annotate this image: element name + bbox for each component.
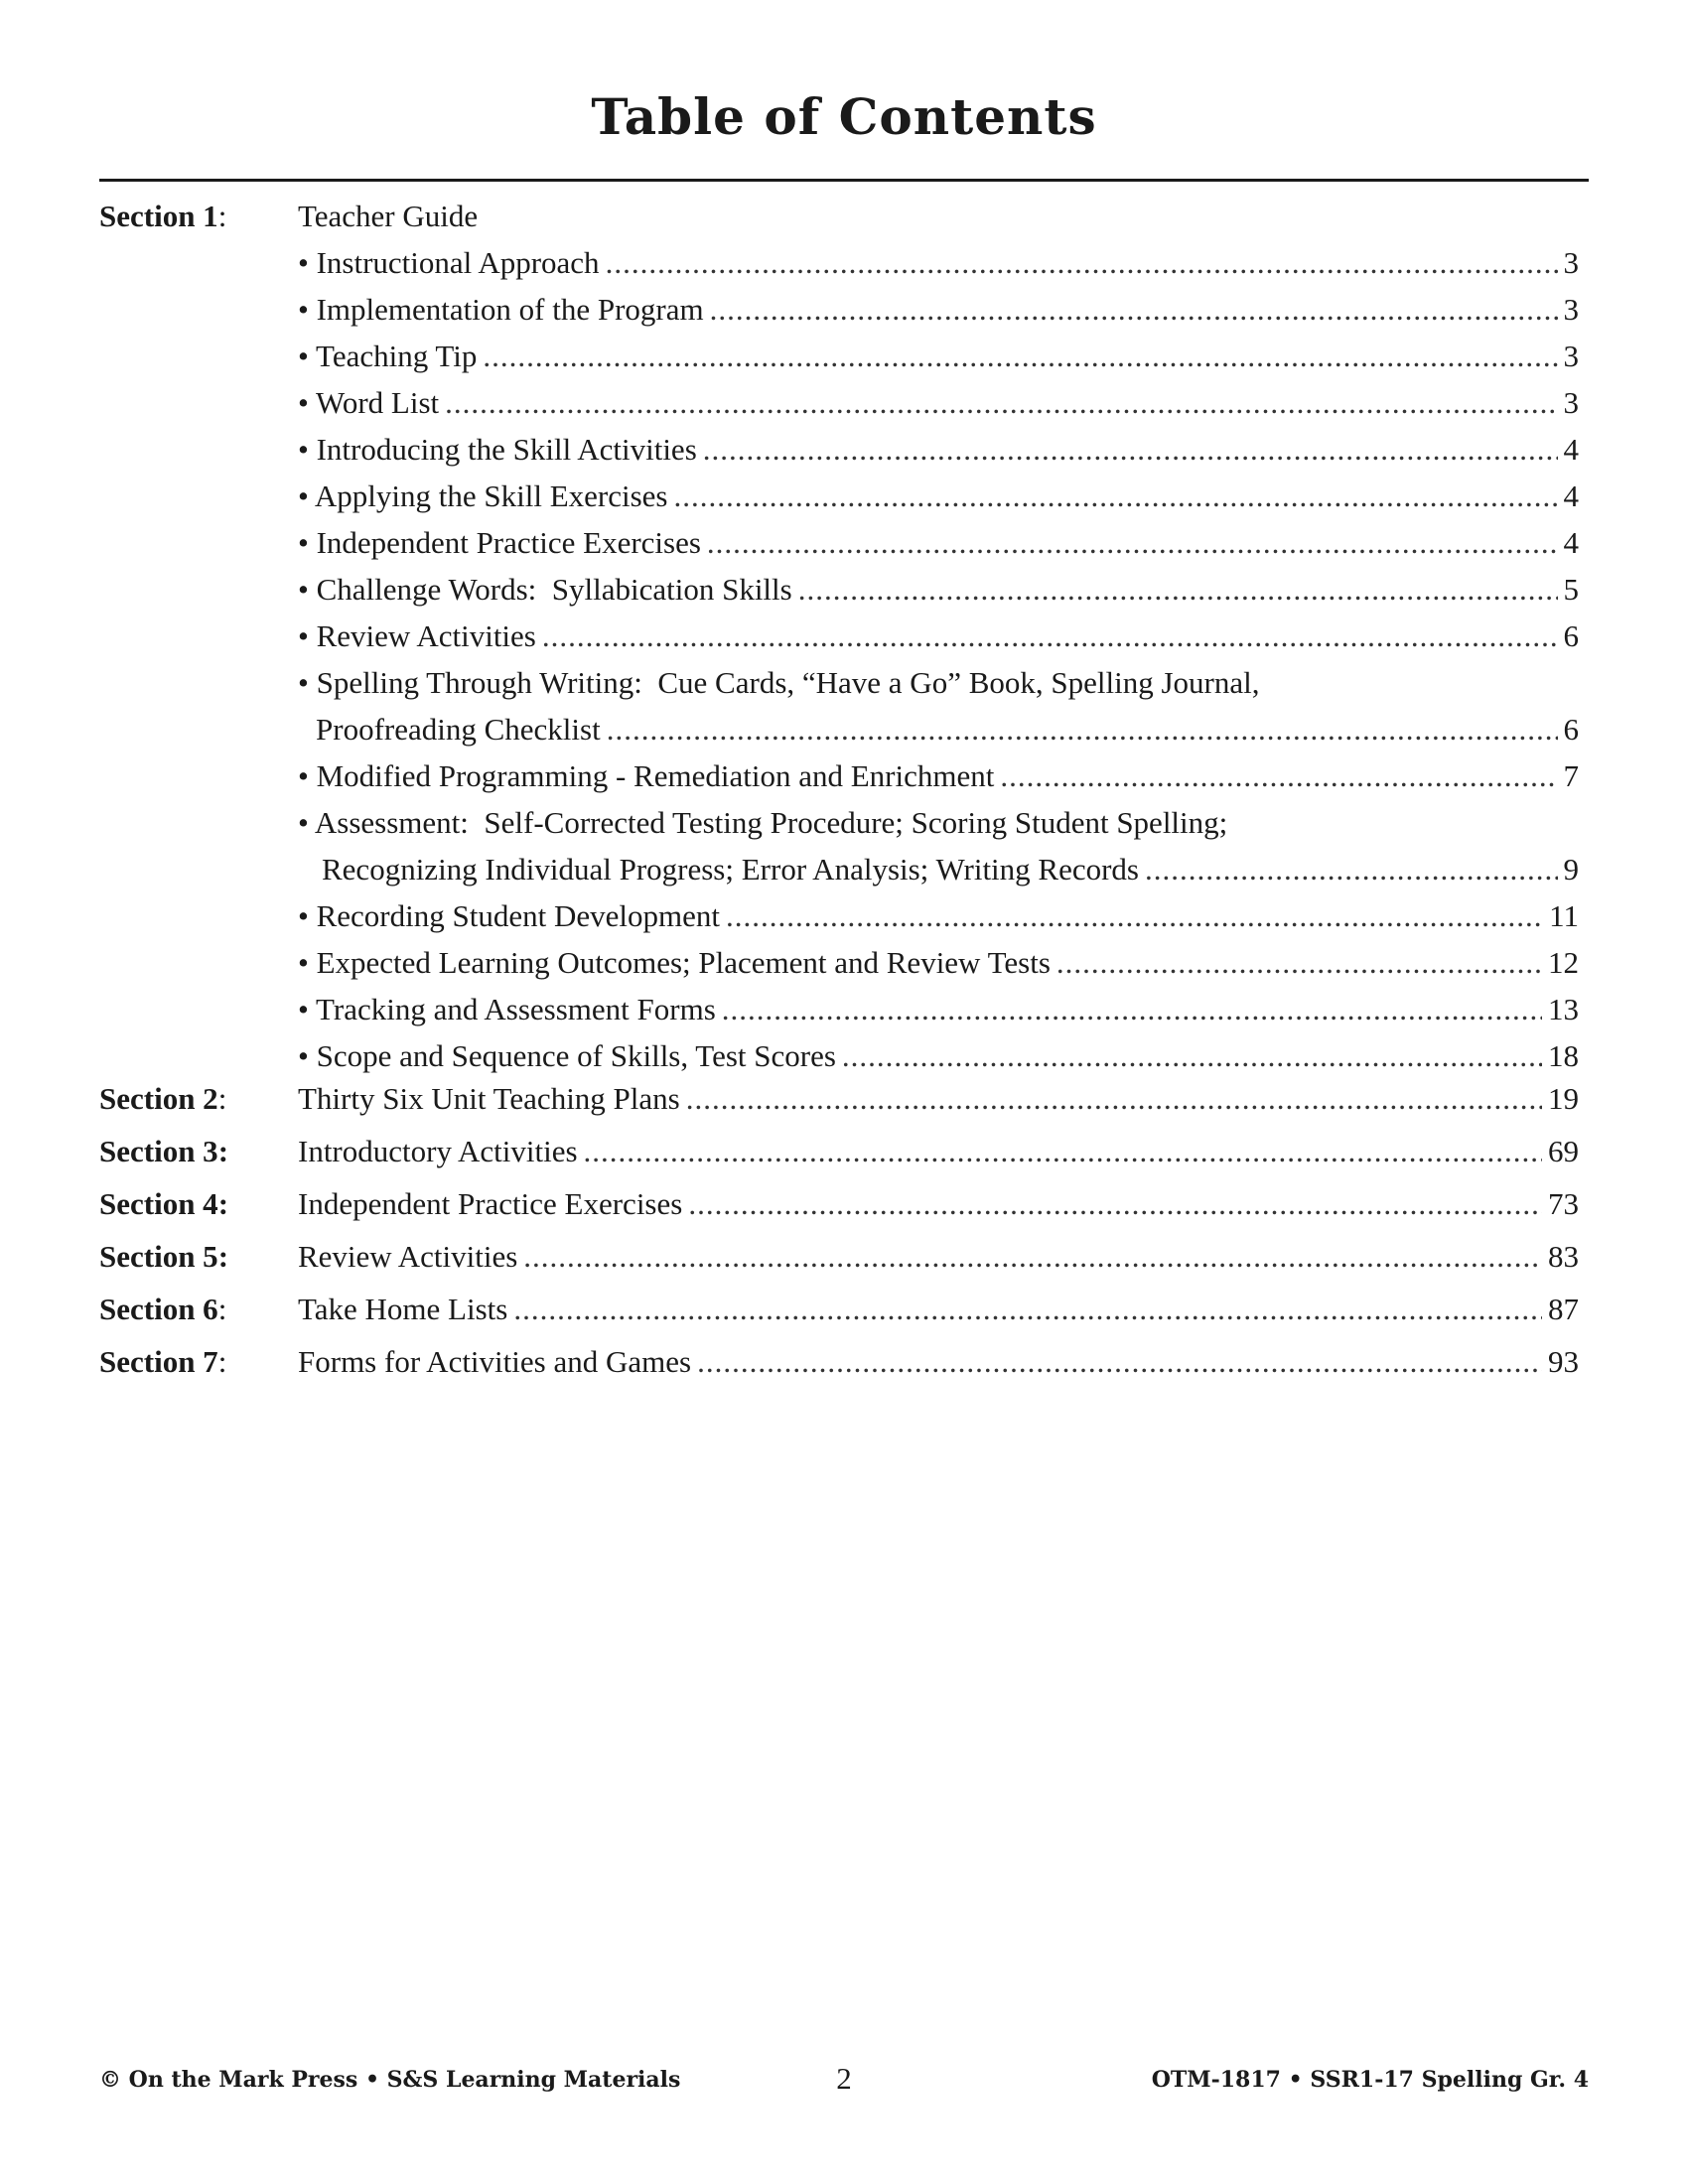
page-number: 7 bbox=[1563, 758, 1579, 793]
entry-title: • Instructional Approach bbox=[298, 245, 600, 280]
toc-entry[interactable] bbox=[99, 986, 1579, 1032]
section-6-row[interactable] bbox=[99, 1286, 1579, 1338]
dot-leader bbox=[722, 986, 1542, 1032]
entry-title: • Implementation of the Program bbox=[298, 292, 704, 327]
entry-title: • Teaching Tip bbox=[298, 339, 478, 373]
entry-title-continued: Proofreading Checklist bbox=[316, 712, 601, 747]
section-label: Section 2: bbox=[99, 1081, 227, 1116]
section-7-row[interactable] bbox=[99, 1338, 1579, 1391]
dot-leader bbox=[707, 519, 1558, 566]
dot-leader bbox=[1145, 846, 1558, 892]
entry-title: • Recording Student Development bbox=[298, 898, 720, 933]
page-number: 12 bbox=[1548, 945, 1579, 980]
section-heading: Review Activities bbox=[298, 1239, 518, 1274]
section-5-row[interactable] bbox=[99, 1233, 1579, 1286]
toc-entry[interactable] bbox=[99, 659, 1579, 752]
section-label: Section 1: bbox=[99, 199, 227, 233]
toc-entry[interactable] bbox=[99, 939, 1579, 986]
dot-leader bbox=[697, 1338, 1542, 1385]
entry-title: • Expected Learning Outcomes; Placement and Review Tests bbox=[298, 945, 1051, 980]
footer-product-code: OTM-1817 • SSR1-17 Spelling Gr. 4 bbox=[1151, 2067, 1589, 2093]
page-number: 73 bbox=[1548, 1186, 1579, 1221]
entry-title: • Applying the Skill Exercises bbox=[298, 478, 668, 513]
dot-leader bbox=[842, 1032, 1542, 1079]
toc-entry[interactable] bbox=[99, 426, 1579, 473]
toc-entry[interactable] bbox=[99, 892, 1579, 939]
dot-leader bbox=[710, 286, 1558, 333]
entry-title: • Assessment: Self-Corrected Testing Procedure; Scoring Student Spelling; bbox=[298, 805, 1228, 840]
entry-title: • Challenge Words: Syllabication Skills bbox=[298, 572, 792, 607]
entry-title: • Introducing the Skill Activities bbox=[298, 432, 697, 467]
page-number: 93 bbox=[1548, 1344, 1579, 1379]
page-number: 4 bbox=[1563, 432, 1579, 467]
footer-publisher: © On the Mark Press • S&S Learning Materials bbox=[99, 2067, 681, 2093]
page-number: 83 bbox=[1548, 1239, 1579, 1274]
dot-leader bbox=[523, 1233, 1542, 1280]
dot-leader bbox=[483, 333, 1557, 379]
section-heading: Independent Practice Exercises bbox=[298, 1186, 683, 1221]
page-number: 3 bbox=[1563, 385, 1579, 420]
toc-entry[interactable] bbox=[99, 613, 1579, 659]
dot-leader bbox=[542, 613, 1558, 659]
page-number: 6 bbox=[1563, 712, 1579, 747]
dot-leader bbox=[688, 1180, 1542, 1227]
page-footer bbox=[99, 2061, 1589, 2101]
page-number: 87 bbox=[1548, 1292, 1579, 1326]
dot-leader bbox=[673, 473, 1557, 519]
dot-leader bbox=[606, 239, 1558, 286]
dot-leader bbox=[1000, 752, 1557, 799]
section-heading: Teacher Guide bbox=[298, 199, 479, 233]
entry-title: • Scope and Sequence of Skills, Test Scores bbox=[298, 1038, 836, 1073]
toc-entry[interactable] bbox=[99, 473, 1579, 519]
dot-leader bbox=[686, 1075, 1542, 1122]
page-title: Table of Contents bbox=[591, 87, 1097, 146]
section-heading: Take Home Lists bbox=[298, 1292, 508, 1326]
toc-entry[interactable] bbox=[99, 799, 1579, 892]
section-heading: Forms for Activities and Games bbox=[298, 1344, 692, 1379]
section-heading: Introductory Activities bbox=[298, 1134, 578, 1168]
section-1-row bbox=[99, 193, 1579, 239]
section-label: Section 4: bbox=[99, 1186, 229, 1221]
dot-leader bbox=[703, 426, 1558, 473]
page-number: 18 bbox=[1548, 1038, 1579, 1073]
section-label: Section 5: bbox=[99, 1239, 229, 1274]
page-number: 5 bbox=[1563, 572, 1579, 607]
footer-page-number: 2 bbox=[836, 2061, 852, 2096]
entry-title: • Tracking and Assessment Forms bbox=[298, 992, 716, 1026]
toc-entry[interactable] bbox=[99, 239, 1579, 286]
entry-title-continued: Recognizing Individual Progress; Error Analysis; Writing Records bbox=[322, 852, 1139, 887]
toc-entry[interactable] bbox=[99, 519, 1579, 566]
title-divider bbox=[99, 179, 1589, 182]
page-number: 13 bbox=[1548, 992, 1579, 1026]
page-number: 4 bbox=[1563, 478, 1579, 513]
page-number: 4 bbox=[1563, 525, 1579, 560]
section-label: Section 3: bbox=[99, 1134, 229, 1168]
toc-entry[interactable] bbox=[99, 566, 1579, 613]
entry-title: • Spelling Through Writing: Cue Cards, “Have a Go” Book, Spelling Journal, bbox=[298, 665, 1260, 700]
section-2-row[interactable] bbox=[99, 1075, 1579, 1128]
page-number: 69 bbox=[1548, 1134, 1579, 1168]
section-label: Section 6: bbox=[99, 1292, 227, 1326]
dot-leader bbox=[1056, 939, 1542, 986]
section-3-row[interactable] bbox=[99, 1128, 1579, 1180]
table-of-contents bbox=[99, 193, 1579, 1391]
page-number: 3 bbox=[1563, 292, 1579, 327]
section-label: Section 7: bbox=[99, 1344, 227, 1379]
page-number: 19 bbox=[1548, 1081, 1579, 1116]
dot-leader bbox=[513, 1286, 1542, 1332]
dot-leader bbox=[607, 706, 1558, 752]
toc-entry[interactable] bbox=[99, 752, 1579, 799]
dot-leader bbox=[798, 566, 1558, 613]
toc-entry[interactable] bbox=[99, 379, 1579, 426]
page-number: 6 bbox=[1563, 618, 1579, 653]
entry-title: • Word List bbox=[298, 385, 440, 420]
entry-title: • Review Activities bbox=[298, 618, 536, 653]
page-number: 9 bbox=[1563, 852, 1579, 887]
dot-leader bbox=[584, 1128, 1542, 1174]
toc-entry[interactable] bbox=[99, 286, 1579, 333]
page-number: 3 bbox=[1563, 339, 1579, 373]
page-number: 11 bbox=[1549, 898, 1579, 933]
toc-entry[interactable] bbox=[99, 333, 1579, 379]
entry-title: • Modified Programming - Remediation and Enrichment bbox=[298, 758, 995, 793]
dot-leader bbox=[726, 892, 1543, 939]
toc-entry[interactable] bbox=[99, 1032, 1579, 1075]
dot-leader bbox=[445, 379, 1557, 426]
section-4-row[interactable] bbox=[99, 1180, 1579, 1233]
page-number: 3 bbox=[1563, 245, 1579, 280]
entry-title: • Independent Practice Exercises bbox=[298, 525, 701, 560]
section-heading: Thirty Six Unit Teaching Plans bbox=[298, 1081, 680, 1116]
